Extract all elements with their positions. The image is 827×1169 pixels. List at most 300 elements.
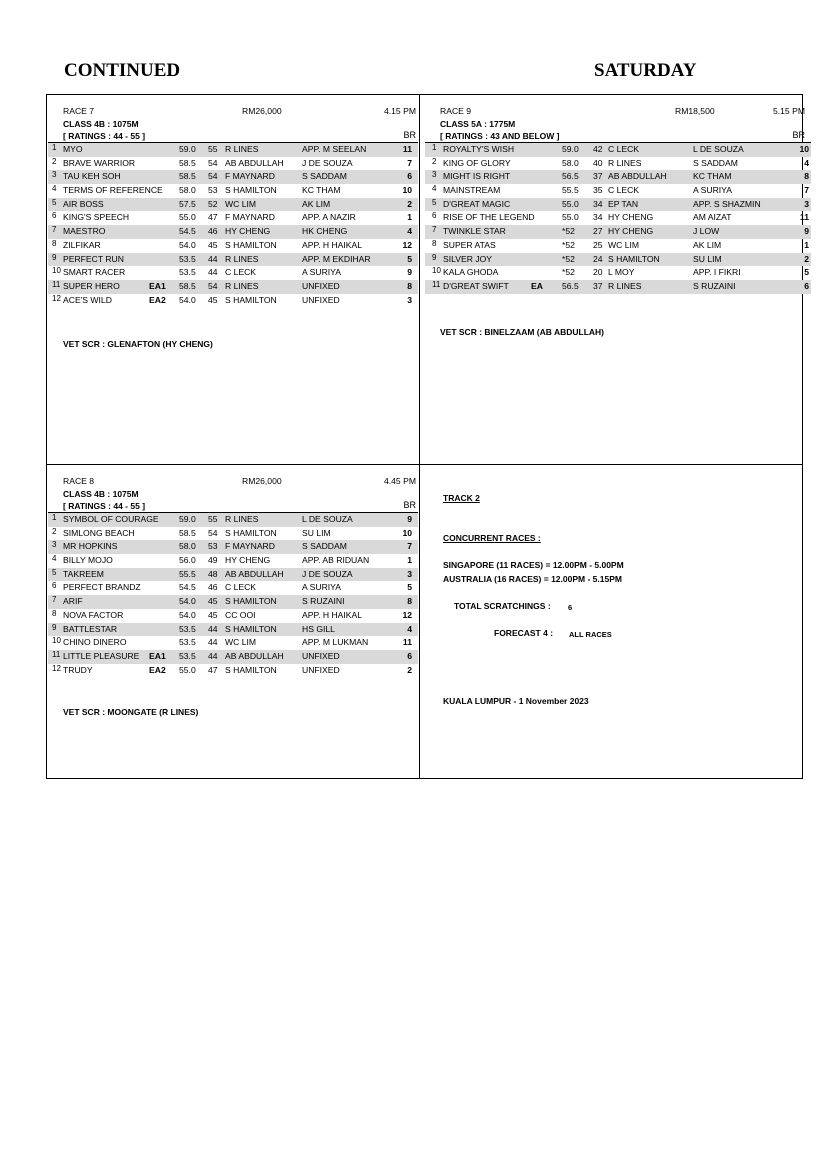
runner-no: 9 <box>432 252 437 262</box>
runner-rt: 27 <box>593 226 603 237</box>
runner-trainer: F MAYNARD <box>225 212 275 223</box>
runner-rt: 49 <box>208 555 218 566</box>
divider-horizontal <box>47 464 802 465</box>
runner-wt: *52 <box>562 267 575 278</box>
runner-wt: 59.0 <box>179 144 196 154</box>
runner-jockey: APP. H HAIKAL <box>302 239 363 250</box>
runner-rt: 47 <box>208 664 218 675</box>
runner-trainer: CC OOI <box>225 609 256 620</box>
runner-br: 1 <box>804 239 809 250</box>
runner-br: 12 <box>402 609 412 620</box>
runner-wt: 58.0 <box>179 185 196 196</box>
runner-wt: *52 <box>562 239 575 250</box>
race-class: CLASS 4B : 1075M <box>63 489 139 499</box>
runner-jockey: J DE SOUZA <box>302 568 353 579</box>
runner-br: 1 <box>407 212 412 223</box>
runner-wt: 54.0 <box>179 596 196 607</box>
runner-horse: ROYALTY'S WISH <box>443 144 515 154</box>
runner-no: 9 <box>52 252 57 262</box>
runner-br: 2 <box>804 253 809 264</box>
vet-scratching: VET SCR : GLENAFTON (HY CHENG) <box>63 339 213 350</box>
runner-br: 6 <box>407 650 412 661</box>
runner-rt: 54 <box>208 157 218 168</box>
runner-jockey: A SURIYA <box>693 185 733 196</box>
runner-trainer: WC LIM <box>608 239 640 250</box>
runner-trainer: C LECK <box>225 267 257 278</box>
runner-row <box>48 527 418 541</box>
runner-no: 12 <box>52 663 61 673</box>
runner-row <box>48 664 418 678</box>
runner-wt: 56.5 <box>562 171 579 182</box>
track-label: TRACK 2 <box>443 493 480 503</box>
runner-wt: 53.5 <box>179 623 196 634</box>
runner-br: 8 <box>407 596 412 607</box>
runner-row <box>48 595 418 609</box>
runner-row <box>425 198 811 212</box>
runner-horse: RISE OF THE LEGEND <box>443 212 535 223</box>
runner-br: 5 <box>804 267 809 278</box>
runner-br: 2 <box>407 198 412 209</box>
ratings-label: [ RATINGS : 44 - 55 ] <box>63 131 146 141</box>
runner-rt: 42 <box>593 144 603 154</box>
runner-trainer: F MAYNARD <box>225 541 275 552</box>
runner-horse: MIGHT IS RIGHT <box>443 171 511 182</box>
race-number: RACE 8 <box>63 476 95 486</box>
runner-no: 11 <box>52 279 61 289</box>
header-day: SATURDAY <box>594 60 697 81</box>
race-title-row <box>425 105 803 118</box>
runner-br: 3 <box>804 198 809 209</box>
runner-rt: 34 <box>593 198 603 209</box>
runner-rt: 54 <box>208 527 218 538</box>
runner-horse: ZILFIKAR <box>63 239 101 250</box>
runner-jockey: UNFIXED <box>302 280 340 291</box>
runner-horse: SMART RACER <box>63 267 126 278</box>
race7-panel <box>48 105 418 349</box>
runner-br: 9 <box>804 226 809 237</box>
runner-row <box>48 540 418 554</box>
runner-horse: KING'S SPEECH <box>63 212 130 223</box>
runner-trainer: S HAMILTON <box>225 623 277 634</box>
runner-jockey: APP. M SEELAN <box>302 144 367 154</box>
runner-jockey: AK LIM <box>693 239 722 250</box>
runner-horse: TAKREEM <box>63 568 104 579</box>
race-prize: RM26,000 <box>242 106 282 116</box>
runner-trainer: WC LIM <box>225 637 257 648</box>
runner-trainer: R LINES <box>225 514 259 524</box>
race-ratings <box>48 500 418 512</box>
runner-br: 1 <box>407 555 412 566</box>
divider-vertical <box>419 95 420 778</box>
runner-horse: MAINSTREAM <box>443 185 501 196</box>
runner-no: 1 <box>52 513 57 522</box>
runner-br: 5 <box>407 582 412 593</box>
runner-row <box>48 225 418 239</box>
runner-rt: 34 <box>593 212 603 223</box>
runner-jockey: APP. AB RIDUAN <box>302 555 370 566</box>
runner-wt: 55.0 <box>562 198 579 209</box>
runner-wt: 58.5 <box>179 280 196 291</box>
barrier-header: BR <box>792 130 805 140</box>
runner-wt: 54.5 <box>179 582 196 593</box>
runner-wt: 58.5 <box>179 527 196 538</box>
runner-trainer: R LINES <box>608 280 642 291</box>
runner-row <box>48 184 418 198</box>
runner-horse: KALA GHODA <box>443 267 499 278</box>
runner-ea: EA1 <box>149 280 166 291</box>
runner-horse: BATTLESTAR <box>63 623 118 634</box>
runner-jockey: S RUZAINI <box>302 596 345 607</box>
runner-jockey: S SADDAM <box>302 171 347 182</box>
runner-br: 6 <box>407 171 412 182</box>
runner-trainer: R LINES <box>225 280 259 291</box>
runner-no: 8 <box>432 238 437 248</box>
runner-row <box>48 170 418 184</box>
runner-no: 8 <box>52 238 57 248</box>
runner-br: 12 <box>402 239 412 250</box>
runner-trainer: S HAMILTON <box>225 664 277 675</box>
runner-wt: 53.5 <box>179 253 196 264</box>
runner-br: 9 <box>407 267 412 278</box>
runner-rt: 45 <box>208 596 218 607</box>
runner-horse: CHINO DINERO <box>63 637 127 648</box>
runner-wt: 53.5 <box>179 637 196 648</box>
runner-trainer: WC LIM <box>225 198 257 209</box>
runner-trainer: HY CHENG <box>225 226 271 237</box>
runner-br: 3 <box>407 294 412 305</box>
runner-jockey: APP. I FIKRI <box>693 267 741 278</box>
runner-horse: TAU KEH SOH <box>63 171 121 182</box>
runner-trainer: AB ABDULLAH <box>225 568 284 579</box>
runner-trainer: AB ABDULLAH <box>225 650 284 661</box>
race-ratings <box>48 130 418 142</box>
header-continued: CONTINUED <box>64 60 181 81</box>
runner-rt: 44 <box>208 637 218 648</box>
runner-row <box>425 184 811 198</box>
race-number: RACE 7 <box>63 106 95 116</box>
runner-trainer: S HAMILTON <box>225 596 277 607</box>
runner-rt: 37 <box>593 171 603 182</box>
barrier-header: BR <box>403 130 416 140</box>
runner-jockey: APP. A NAZIR <box>302 212 356 223</box>
runner-row <box>48 609 418 623</box>
runner-row <box>48 253 418 267</box>
vet-scratching: VET SCR : MOONGATE (R LINES) <box>63 707 199 718</box>
runner-row <box>48 143 418 157</box>
runner-no: 1 <box>52 143 57 152</box>
runner-no: 10 <box>432 266 441 276</box>
race-class: CLASS 4B : 1075M <box>63 119 139 129</box>
runner-row <box>425 211 811 225</box>
runner-trainer: C LECK <box>608 144 640 154</box>
runner-trainer: C LECK <box>608 185 640 196</box>
race-title-row <box>48 475 418 488</box>
runner-jockey: HS GILL <box>302 623 335 634</box>
runner-ea: EA2 <box>149 294 166 305</box>
runner-horse: TWINKLE STAR <box>443 226 506 237</box>
runner-wt: 57.5 <box>179 198 196 209</box>
runner-jockey: APP. S SHAZMIN <box>693 198 761 209</box>
runner-horse: SYMBOL OF COURAGE <box>63 514 159 524</box>
runner-horse: LITTLE PLEASURE <box>63 650 140 661</box>
runner-horse: TERMS OF REFERENCE <box>63 185 163 196</box>
runner-row <box>48 554 418 568</box>
runner-wt: 56.0 <box>179 555 196 566</box>
race9-panel <box>425 105 809 337</box>
runner-br: 7 <box>407 541 412 552</box>
runner-br: 10 <box>402 527 412 538</box>
runner-jockey: J DE SOUZA <box>302 157 353 168</box>
runner-no: 2 <box>52 526 57 536</box>
runner-jockey: A SURIYA <box>302 582 342 593</box>
runner-row <box>425 253 811 267</box>
runner-br: 4 <box>407 226 412 237</box>
runner-row <box>48 513 418 527</box>
race-time: 4.15 PM <box>383 106 416 116</box>
runner-no: 4 <box>52 184 57 194</box>
venue-date: KUALA LUMPUR - 1 November 2023 <box>443 696 589 706</box>
runner-horse: PERFECT RUN <box>63 253 124 264</box>
runner-jockey: S SADDAM <box>302 541 347 552</box>
runner-trainer: R LINES <box>608 157 642 168</box>
runner-rt: 46 <box>208 226 218 237</box>
race-time: 4.45 PM <box>383 476 416 486</box>
runner-rt: 47 <box>208 212 218 223</box>
runner-br: 4 <box>804 157 809 168</box>
runner-rt: 45 <box>208 239 218 250</box>
runner-trainer: R LINES <box>225 253 259 264</box>
runner-wt: 54.5 <box>179 226 196 237</box>
runner-wt: 54.0 <box>179 239 196 250</box>
runner-jockey: S RUZAINI <box>693 280 736 291</box>
race-class: CLASS 5A : 1775M <box>440 119 516 129</box>
barrier-header: BR <box>403 500 416 510</box>
runner-rt: 45 <box>208 609 218 620</box>
runner-jockey: A SURIYA <box>302 267 342 278</box>
runner-no: 4 <box>52 554 57 564</box>
runner-row <box>425 143 811 157</box>
runner-wt: 55.0 <box>179 664 196 675</box>
runner-br: 10 <box>402 185 412 196</box>
runner-rt: 40 <box>593 157 603 168</box>
runner-no: 5 <box>52 567 57 577</box>
runner-rt: 54 <box>208 171 218 182</box>
runner-wt: 55.0 <box>562 212 579 223</box>
runner-br: 5 <box>407 253 412 264</box>
runner-horse: SILVER JOY <box>443 253 493 264</box>
runner-no: 5 <box>432 197 437 207</box>
runner-row <box>48 650 418 664</box>
runner-br: 7 <box>407 157 412 168</box>
race-title-row <box>48 105 418 118</box>
runner-jockey: UNFIXED <box>302 650 340 661</box>
runner-br: 7 <box>804 185 809 196</box>
runner-row <box>48 211 418 225</box>
runner-wt: 54.0 <box>179 609 196 620</box>
runner-no: 6 <box>52 211 57 221</box>
runner-no: 9 <box>52 622 57 632</box>
runner-horse: AIR BOSS <box>63 198 104 209</box>
runner-wt: 56.5 <box>562 280 579 291</box>
vet-scratching: VET SCR : BINELZAAM (AB ABDULLAH) <box>440 326 605 337</box>
runner-rt: 53 <box>208 541 218 552</box>
runner-jockey: J LOW <box>693 226 720 237</box>
runner-row <box>425 280 811 294</box>
runner-no: 8 <box>52 608 57 618</box>
runner-trainer: AB ABDULLAH <box>608 171 667 182</box>
runner-row <box>48 157 418 171</box>
runner-no: 1 <box>432 143 437 152</box>
runner-wt: 55.0 <box>179 212 196 223</box>
runner-trainer: S HAMILTON <box>225 294 277 305</box>
runner-horse: ARIF <box>63 596 83 607</box>
runner-no: 6 <box>432 211 437 221</box>
runner-list <box>425 142 811 294</box>
runner-wt: 58.5 <box>179 157 196 168</box>
runner-horse: TRUDY <box>63 664 93 675</box>
runner-jockey: L DE SOUZA <box>302 514 353 524</box>
runner-ea: EA <box>531 280 543 291</box>
race8-panel <box>48 475 418 717</box>
runner-horse: MAESTRO <box>63 226 106 237</box>
runner-jockey: UNFIXED <box>302 664 340 675</box>
runner-jockey: APP. M LUKMAN <box>302 637 369 648</box>
runner-wt: 53.5 <box>179 650 196 661</box>
runner-jockey: UNFIXED <box>302 294 340 305</box>
runner-row <box>48 636 418 650</box>
runner-rt: 20 <box>593 267 603 278</box>
runner-br: 10 <box>799 144 809 154</box>
runner-trainer: HY CHENG <box>608 212 654 223</box>
runner-no: 12 <box>52 293 61 303</box>
forecast-value: ALL RACES <box>569 630 612 639</box>
runner-br: 11 <box>402 144 412 154</box>
runner-rt: 24 <box>593 253 603 264</box>
runner-br: 9 <box>407 514 412 524</box>
runner-jockey: SU LIM <box>302 527 331 538</box>
runner-trainer: S HAMILTON <box>225 527 277 538</box>
runner-trainer: AB ABDULLAH <box>225 157 284 168</box>
runner-no: 10 <box>52 266 61 276</box>
singapore-line: SINGAPORE (11 RACES) = 12.00PM - 5.00PM <box>443 560 624 570</box>
runner-jockey: KC THAM <box>302 185 341 196</box>
runner-horse: MR HOPKINS <box>63 541 118 552</box>
runner-rt: 44 <box>208 623 218 634</box>
runner-trainer: EP TAN <box>608 198 639 209</box>
ratings-label: [ RATINGS : 43 AND BELOW ] <box>440 131 560 141</box>
runner-jockey: SU LIM <box>693 253 722 264</box>
runner-row <box>48 623 418 637</box>
scratch-label: TOTAL SCRATCHINGS : <box>454 601 551 611</box>
runner-rt: 25 <box>593 239 603 250</box>
runner-row <box>48 198 418 212</box>
runner-horse: MYO <box>63 144 83 154</box>
runner-list <box>48 512 418 677</box>
runner-wt: 59.0 <box>562 144 579 154</box>
runner-rt: 48 <box>208 568 218 579</box>
runner-rt: 37 <box>593 280 603 291</box>
runner-no: 3 <box>432 170 437 180</box>
runner-no: 10 <box>52 636 61 646</box>
race-grid <box>46 94 809 779</box>
runner-row <box>48 581 418 595</box>
runner-trainer: HY CHENG <box>225 555 271 566</box>
runner-trainer: S HAMILTON <box>225 185 277 196</box>
runner-br: 8 <box>804 171 809 182</box>
runner-no: 2 <box>432 156 437 166</box>
runner-no: 6 <box>52 581 57 591</box>
runner-row <box>425 239 811 253</box>
concurrent-label: CONCURRENT RACES : <box>443 533 541 543</box>
runner-rt: 44 <box>208 253 218 264</box>
runner-wt: 55.5 <box>179 568 196 579</box>
runner-no: 7 <box>52 595 57 605</box>
runner-row <box>425 225 811 239</box>
runner-no: 7 <box>52 225 57 235</box>
runner-jockey: HK CHENG <box>302 226 348 237</box>
runner-trainer: L MOY <box>608 267 635 278</box>
scratch-value: 6 <box>568 603 573 612</box>
runner-no: 2 <box>52 156 57 166</box>
runner-trainer: R LINES <box>225 144 259 154</box>
forecast-label: FORECAST 4 : <box>494 628 554 638</box>
runner-row <box>425 157 811 171</box>
runner-br: 6 <box>804 280 809 291</box>
runner-br: 8 <box>407 280 412 291</box>
runner-row <box>48 239 418 253</box>
runner-horse: SUPER HERO <box>63 280 120 291</box>
runner-trainer: C LECK <box>225 582 257 593</box>
runner-row <box>48 280 418 294</box>
runner-wt: *52 <box>562 253 575 264</box>
ratings-label: [ RATINGS : 44 - 55 ] <box>63 501 146 511</box>
runner-jockey: S SADDAM <box>693 157 738 168</box>
runner-rt: 44 <box>208 267 218 278</box>
runner-wt: 58.0 <box>179 541 196 552</box>
runner-wt: *52 <box>562 226 575 237</box>
runner-no: 3 <box>52 540 57 550</box>
runner-ea: EA2 <box>149 664 166 675</box>
runner-horse: BRAVE WARRIOR <box>63 157 136 168</box>
runner-horse: NOVA FACTOR <box>63 609 124 620</box>
runner-row <box>425 266 811 280</box>
runner-jockey: APP. M EKDIHAR <box>302 253 371 264</box>
runner-rt: 35 <box>593 185 603 196</box>
runner-horse: SUPER ATAS <box>443 239 496 250</box>
runner-horse: PERFECT BRANDZ <box>63 582 141 593</box>
runner-jockey: AM AIZAT <box>693 212 732 223</box>
runner-no: 4 <box>432 184 437 194</box>
runner-row <box>425 170 811 184</box>
runner-horse: D'GREAT MAGIC <box>443 198 511 209</box>
runner-jockey: KC THAM <box>693 171 732 182</box>
race-ratings <box>425 130 803 142</box>
runner-wt: 53.5 <box>179 267 196 278</box>
runner-row <box>48 568 418 582</box>
runner-jockey: APP. H HAIKAL <box>302 609 363 620</box>
runner-horse: BILLY MOJO <box>63 555 113 566</box>
runner-rt: 55 <box>208 144 218 154</box>
runner-no: 5 <box>52 197 57 207</box>
runner-horse: ACE'S WILD <box>63 294 112 305</box>
runner-no: 11 <box>52 649 61 659</box>
runner-horse: KING OF GLORY <box>443 157 511 168</box>
runner-rt: 45 <box>208 294 218 305</box>
runner-trainer: S HAMILTON <box>225 239 277 250</box>
runner-br: 4 <box>407 623 412 634</box>
runner-br: 11 <box>799 212 809 223</box>
australia-line: AUSTRALIA (16 RACES) = 12.00PM - 5.15PM <box>443 574 622 584</box>
